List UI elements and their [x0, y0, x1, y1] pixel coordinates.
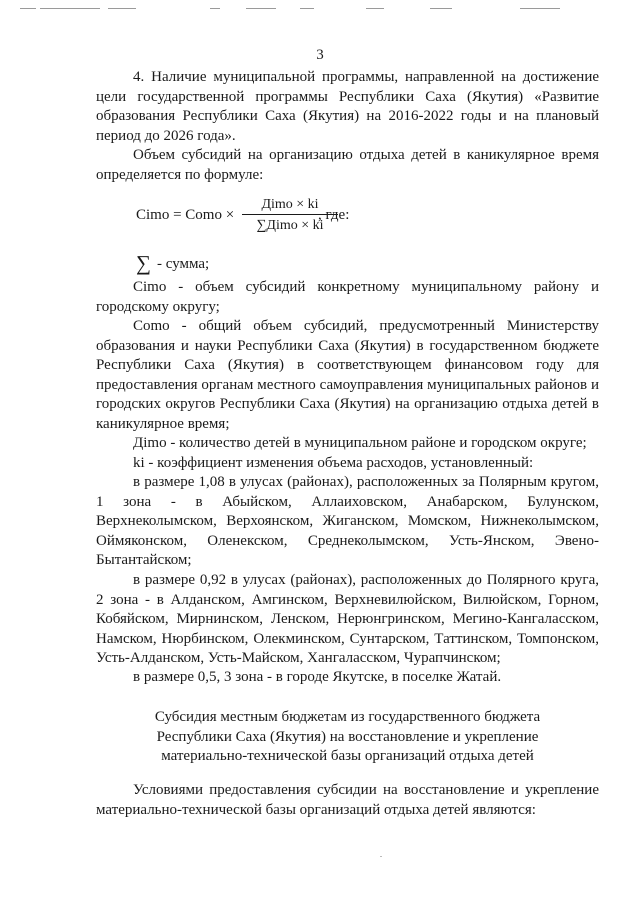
- paragraph-dimo-definition: Дimo - количество детей в муниципальном районе и городском округе;: [133, 435, 587, 451]
- scan-artifact-top: [0, 0, 640, 14]
- formula-denominator: ∑Дimo × ki: [256, 218, 324, 233]
- section-heading-line-1: Субсидия местным бюджетам из государственного бюджета: [154, 709, 541, 725]
- sigma-text: - сумма;: [156, 256, 210, 272]
- paragraph-conditions: Условиями предоставления субсидии на восстановление и укрепление материально-технической базы организаций отдыха детей являются:: [96, 782, 599, 818]
- formula-lhs: Cimo = Como ×: [136, 207, 235, 223]
- subsidy-formula: [136, 196, 396, 236]
- formula-numerator: Дimo × ki: [261, 197, 319, 212]
- paragraph-rate-0-5: в размере 0,5, 3 зона - в городе Якутске, в поселке Жатай.: [133, 669, 502, 685]
- section-heading-line-3: материально-технической базы организаций отдыха детей: [161, 748, 534, 765]
- paragraph-rate-1-08: в размере 1,08 в улусах (районах), расположенных за Полярным кругом, 1 зона - в Абыйском, Аллаиховском, Анабарском, Булунском, Верхнеколымском, Верхоянском, Жиганском, Момском, Нижнеколымском, Оймяконском, Оленекском, Среднеколымском, Усть-Янском, Эвено-Бытантайском;: [96, 474, 599, 569]
- formula-where: , где:: [318, 207, 350, 223]
- paragraph-ki-definition: ki - коэффициент изменения объема расходов, установленный:: [133, 455, 534, 471]
- paragraph-como-definition: Como - общий объем субсидий, предусмотренный Министерству образования и науки Республики Саха (Якутия) в государственном бюджете Республики Саха (Якутия) в соответствующем финансовом году для предоставления органам местного самоуправления муниципальных районов и городских округов Республики Саха (Якутия) на организацию отдыха детей в каникулярное время;: [96, 318, 599, 432]
- page-number: 3: [316, 47, 324, 63]
- section-heading-line-2: Республики Саха (Якутия) на восстановление и укрепление: [156, 728, 539, 745]
- sigma-definition: [136, 251, 209, 276]
- paragraph-cimo-definition: Cimo - объем субсидий конкретному муниципальному району и городскому округу;: [96, 279, 599, 315]
- scan-speck: [380, 856, 382, 857]
- section-heading: [96, 708, 599, 767]
- paragraph-item-4: 4. Наличие муниципальной программы, направленной на достижение цели государственной программы Республики Саха (Якутия) «Развитие образования Республики Саха (Якутия) на 2016-2022 годы и на плановый период до 2026 года».: [96, 69, 599, 144]
- paragraph-volume-intro: Объем субсидий на организацию отдыха детей в каникулярное время определяется по формуле:: [96, 147, 599, 183]
- paragraph-rate-0-92: в размере 0,92 в улусах (районах), расположенных до Полярного круга, 2 зона - в Алданском, Амгинском, Верхневилюйском, Вилюйском, Горном, Кобяйском, Мирнинском, Ленском, Нерюнгринском, Мегино-Кангаласском, Намском, Нюрбинском, Олекминском, Сунтарском, Таттинском, Томпонском, Усть-Алданском, Усть-Майском, Хангаласском, Чурапчинском;: [96, 572, 599, 667]
- sigma-symbol: ∑: [136, 251, 151, 275]
